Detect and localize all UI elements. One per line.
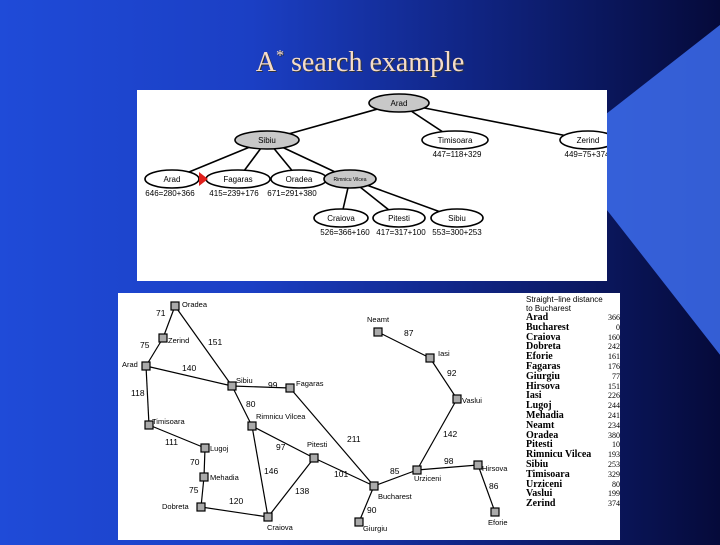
distance-label: 120 (229, 496, 244, 506)
table-row: Neamt 234 (526, 419, 620, 431)
distance-label: 92 (447, 368, 457, 378)
table-row: Craiova 160 (526, 331, 620, 343)
city-label-hirsova: Hirsova (482, 464, 508, 473)
road-dobreta-craiova (201, 507, 268, 517)
distance-label: 99 (268, 380, 278, 390)
city-marker-mehadia (200, 473, 208, 481)
tree-cost-arad: 646=280+366 (145, 189, 195, 198)
distance-label: 151 (208, 337, 223, 347)
city-label-zerind: Zerind (168, 336, 190, 345)
tree-label-arad: Arad (163, 175, 181, 184)
city-label-arad: Arad (122, 360, 138, 369)
distance-label: 97 (276, 442, 286, 452)
city-label-lugoj: Lugoj (210, 444, 229, 453)
tree-cost-timisoara: 447=118+329 (432, 150, 482, 159)
city-label-urziceni: Urziceni (414, 474, 442, 483)
city-marker-neamt (374, 328, 382, 336)
tree-cost-craiova: 526=366+160 (320, 228, 370, 237)
search-tree-panel (137, 90, 607, 281)
table-row: Zerind 374 (526, 498, 620, 510)
slide-title: A* search example (255, 47, 465, 78)
tree-label-timisoara: Timisoara (437, 136, 473, 145)
selected-node-arrow-icon (199, 172, 208, 186)
city-marker-rimnicu (248, 422, 256, 430)
city-label-vaslui: Vaslui (462, 396, 482, 405)
search-tree-diagram (137, 90, 607, 281)
table-row: Bucharest 0 (526, 321, 620, 333)
city-marker-eforie (491, 508, 499, 516)
city-label-bucharest: Bucharest (378, 492, 412, 501)
tree-label-sibiu: Sibiu (258, 136, 276, 145)
tree-label-oradea: Oradea (285, 175, 313, 184)
tree-label-rimnicu: Rimnicu Vilcea (333, 177, 367, 183)
city-marker-iasi (426, 354, 434, 362)
distance-label: 70 (190, 457, 200, 467)
road-sibiu-fagaras (232, 386, 290, 388)
table-row: Vaslui 199 (526, 488, 620, 500)
city-marker-lugoj (201, 444, 209, 452)
tree-label-pitesti: Pitesti (388, 214, 410, 223)
city-label-mehadia: Mehadia (210, 473, 239, 482)
distance-label: 86 (489, 481, 499, 491)
distance-label: 118 (131, 388, 145, 398)
city-label-neamt: Neamt (367, 315, 390, 324)
road-vaslui-iasi (430, 358, 457, 399)
city-label-pitesti: Pitesti (307, 440, 328, 449)
table-row: Pitesti 10 (526, 439, 620, 451)
road-bucharest-giurgiu (359, 486, 374, 522)
tree-label-root: Arad (390, 99, 408, 108)
tree-label-sibiu2: Sibiu (448, 214, 466, 223)
city-label-eforie: Eforie (488, 518, 508, 527)
distance-label: 80 (246, 399, 256, 409)
distance-label: 111 (165, 437, 178, 447)
table-row: Rimnicu Vilcea 193 (526, 449, 620, 461)
city-marker-oradea (171, 302, 179, 310)
road-fagaras-bucharest (290, 388, 374, 486)
city-label-iasi: Iasi (438, 349, 450, 358)
table-row: Dobreta 242 (526, 341, 620, 353)
tree-cost-pitesti: 417=317+100 (376, 228, 426, 237)
table-header (526, 295, 620, 313)
romania-map (118, 293, 526, 540)
road-oradea-sibiu (175, 306, 232, 386)
tree-cost-sibiu: 553=300+253 (432, 228, 482, 237)
table-row: Eforie 161 (526, 351, 620, 363)
distance-label: 146 (264, 466, 279, 476)
table-row: Urziceni 80 (526, 478, 620, 490)
city-marker-fagaras (286, 384, 294, 392)
city-label-dobreta: Dobreta (162, 502, 189, 511)
city-marker-zerind (159, 334, 167, 342)
table-row: Arad 366 (526, 312, 620, 323)
city-label-sibiu: Sibiu (236, 376, 253, 385)
city-marker-urziceni (413, 466, 421, 474)
distance-label: 75 (140, 340, 150, 350)
city-marker-craiova (264, 513, 272, 521)
table-header-line1: Straight−line distance (526, 295, 603, 304)
table-row: Oradea 380 (526, 429, 620, 441)
table-row: Hirsova 151 (526, 380, 620, 392)
distance-label: 101 (334, 469, 349, 479)
tree-cost-fagaras: 415=239+176 (209, 189, 259, 198)
distance-label: 87 (404, 328, 414, 338)
table-row: Iasi 226 (526, 390, 620, 402)
distance-label: 211 (347, 434, 361, 444)
tree-label-fagaras: Fagaras (223, 175, 253, 184)
distance-label: 138 (295, 486, 310, 496)
romania-map-panel (118, 293, 620, 540)
city-label-giurgiu: Giurgiu (363, 524, 388, 533)
city-marker-vaslui (453, 395, 461, 403)
distance-label: 142 (443, 429, 458, 439)
city-label-oradea: Oradea (182, 300, 208, 309)
road-arad-timisoara (146, 366, 149, 425)
city-marker-bucharest (370, 482, 378, 490)
city-label-timisoara: Timisoara (152, 417, 185, 426)
distance-label: 90 (367, 505, 377, 515)
distance-label: 75 (189, 485, 199, 495)
distance-label: 85 (390, 466, 400, 476)
city-marker-hirsova (474, 461, 482, 469)
city-label-rimnicu: Rimnicu Vilcea (256, 412, 306, 421)
table-header-line2: to Bucharest (526, 304, 571, 313)
table-row: Sibiu 253 (526, 458, 620, 470)
city-marker-dobreta (197, 503, 205, 511)
table-row: Giurgiu 77 (526, 370, 620, 382)
city-marker-arad (142, 362, 150, 370)
distance-label: 98 (444, 456, 454, 466)
city-marker-sibiu (228, 382, 236, 390)
table-row: Lugoj 244 (526, 400, 620, 412)
city-marker-giurgiu (355, 518, 363, 526)
table-row: Timisoara 329 (526, 468, 620, 480)
tree-cost-zerind: 449=75+374 (564, 150, 607, 159)
table-row: Fagaras 176 (526, 360, 620, 372)
distance-label: 71 (156, 308, 166, 318)
tree-cost-oradea: 671=291+380 (267, 189, 317, 198)
tree-label-zerind: Zerind (576, 136, 600, 145)
tree-label-craiova: Craiova (327, 214, 355, 223)
straight-line-distance-table (526, 293, 620, 540)
distance-label: 140 (182, 363, 197, 373)
city-label-fagaras: Fagaras (296, 379, 324, 388)
city-marker-pitesti (310, 454, 318, 462)
city-label-craiova: Craiova (267, 523, 293, 532)
table-row: Mehadia 241 (526, 409, 620, 421)
